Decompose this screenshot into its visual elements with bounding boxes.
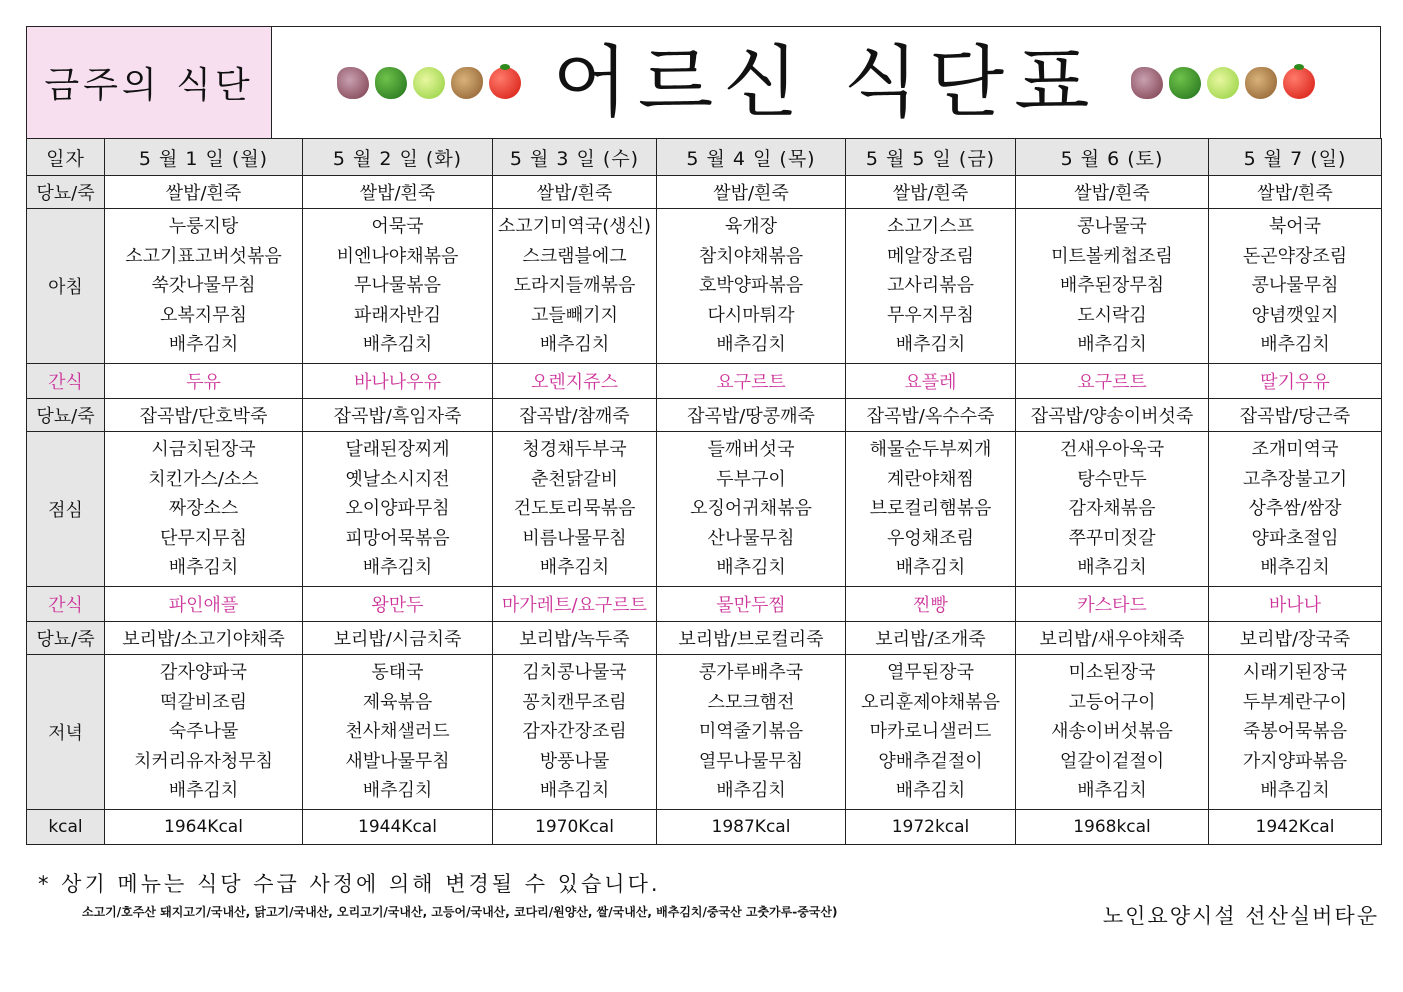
menu-item: 배추김치 [168, 334, 239, 356]
lettuce-icon [337, 67, 369, 99]
menu-item: 도라지들깨볶음 [513, 275, 636, 297]
morning-snack-row-cell: 요구르트 [657, 364, 846, 399]
afternoon-snack-row-cell: 마가레트/요구르트 [493, 587, 657, 622]
breakfast-porridge-row [27, 176, 1382, 209]
menu-item: 감자채볶음 [1068, 498, 1156, 520]
menu-item: 배추김치 [1077, 557, 1147, 579]
menu-item: 북어국 [1268, 216, 1322, 238]
kcal-row-cell: 1964Kcal [105, 810, 303, 845]
dinner-row-cell [846, 655, 1016, 810]
menu-item: 소고기스프 [887, 216, 974, 238]
menu-item: 고들빼기지 [531, 304, 618, 326]
lunch-porridge-row-cell: 잡곡밥/흑임자죽 [303, 399, 493, 432]
tomato-icon [1283, 67, 1315, 99]
title-area [272, 27, 1380, 138]
dinner-row-cell [105, 655, 303, 810]
menu-item: 짜장소스 [168, 498, 239, 520]
notice-text: * 상기 메뉴는 식당 수급 사정에 의해 변경될 수 있습니다. [38, 872, 661, 896]
breakfast-porridge-row-label: 당뇨/죽 [27, 176, 105, 209]
menu-item: 배추김치 [362, 334, 433, 356]
menu-item: 고사리볶음 [887, 275, 974, 297]
dinner-porridge-row-cell: 보리밥/소고기야채죽 [105, 622, 303, 655]
origin-text: 소고기/호주산 돼지고기/국내산, 닭고기/국내산, 오리고기/국내산, 고등어/국내산, 코다리/원양산, 쌀/국내산, 배추김치/중국산 고춧가루-중국산) [82, 905, 838, 919]
menu-item: 치킨가스/소스 [148, 468, 259, 490]
menu-item: 배추김치 [1260, 780, 1330, 802]
menu-item: 얼갈이겉절이 [1059, 750, 1165, 772]
menu-item: 육개장 [724, 216, 778, 238]
date-row-cell: 5 월 3 일 (수) [493, 139, 657, 176]
kcal-row-cell: 1968kcal [1016, 810, 1209, 845]
menu-item: 죽봉어묵볶음 [1242, 721, 1348, 743]
potato-icon [1245, 67, 1277, 99]
vegetable-icons-right [1131, 67, 1315, 99]
breakfast-porridge-row-cell: 쌀밥/흰죽 [1016, 176, 1209, 209]
menu-item: 해물순두부찌개 [869, 439, 992, 461]
breakfast-porridge-row-cell: 쌀밥/흰죽 [1209, 176, 1382, 209]
menu-item: 새발나물무침 [345, 750, 450, 772]
menu-item: 김치콩나물국 [522, 662, 627, 684]
menu-item: 콩나물무침 [1251, 275, 1339, 297]
menu-item: 단무지무침 [160, 527, 247, 549]
menu-item: 호박양파볶음 [698, 275, 804, 297]
morning-snack-row-cell: 요플레 [846, 364, 1016, 399]
afternoon-snack-row-label: 간식 [27, 587, 105, 622]
date-row-cell: 5 월 6 (토) [1016, 139, 1209, 176]
menu-item: 오이양파무침 [345, 498, 450, 520]
dinner-row [27, 655, 1382, 810]
lunch-row-cell [493, 432, 657, 587]
menu-item: 어묵국 [371, 216, 424, 238]
menu-item: 청경채두부국 [522, 439, 627, 461]
menu-item: 계란야채찜 [887, 468, 974, 490]
menu-header [26, 26, 1381, 138]
lunch-porridge-row-cell: 잡곡밥/양송이버섯죽 [1016, 399, 1209, 432]
menu-item: 새송이버섯볶음 [1051, 721, 1173, 743]
menu-item: 브로컬리햄볶음 [869, 498, 992, 520]
breakfast-row-label: 아침 [27, 209, 105, 364]
menu-item: 탕수만두 [1077, 468, 1147, 490]
menu-item: 배추김치 [168, 557, 239, 579]
menu-item: 배추김치 [362, 780, 433, 802]
dinner-porridge-row-cell: 보리밥/시금치죽 [303, 622, 493, 655]
menu-item: 배추김치 [716, 557, 786, 579]
menu-item: 숙주나물 [168, 721, 239, 743]
menu-item: 시금치된장국 [151, 439, 256, 461]
lunch-porridge-row-cell: 잡곡밥/단호박죽 [105, 399, 303, 432]
menu-item: 떡갈비조림 [160, 691, 247, 713]
menu-item: 산나물무침 [707, 527, 795, 549]
lunch-porridge-row-label: 당뇨/죽 [27, 399, 105, 432]
menu-item: 감자간장조림 [522, 721, 627, 743]
menu-item: 스크램블에그 [522, 245, 627, 267]
breakfast-porridge-row-cell: 쌀밥/흰죽 [493, 176, 657, 209]
cabbage-icon [413, 67, 445, 99]
menu-item: 배추된장무침 [1059, 275, 1165, 297]
dinner-row-cell [493, 655, 657, 810]
menu-item: 건도토리묵볶음 [513, 498, 636, 520]
menu-item: 고등어구이 [1068, 691, 1156, 713]
breakfast-row-cell [1209, 209, 1382, 364]
breakfast-row [27, 209, 1382, 364]
breakfast-porridge-row-cell: 쌀밥/흰죽 [657, 176, 846, 209]
menu-item: 열무나물무침 [698, 750, 804, 772]
menu-item: 마카로니샐러드 [869, 721, 992, 743]
menu-item: 오복지무침 [160, 304, 247, 326]
lunch-row [27, 432, 1382, 587]
kcal-row-cell: 1944Kcal [303, 810, 493, 845]
menu-item: 들깨버섯국 [707, 439, 795, 461]
kcal-row-cell: 1970Kcal [493, 810, 657, 845]
menu-item: 미소된장국 [1068, 662, 1156, 684]
dinner-row-cell [303, 655, 493, 810]
breakfast-row-cell [493, 209, 657, 364]
date-row-cell: 5 월 7 (일) [1209, 139, 1382, 176]
menu-item: 배추김치 [716, 780, 786, 802]
facility-name: 노인요양시설 선산실버타운 [1102, 904, 1379, 928]
menu-item: 배추김치 [168, 780, 239, 802]
menu-item: 양파초절임 [1251, 527, 1339, 549]
date-row-cell: 5 월 1 일 (월) [105, 139, 303, 176]
dinner-porridge-row-cell: 보리밥/장국죽 [1209, 622, 1382, 655]
menu-item: 동태국 [371, 662, 424, 684]
morning-snack-row-cell: 바나나우유 [303, 364, 493, 399]
potato-icon [451, 67, 483, 99]
menu-item: 스모크햄전 [707, 691, 795, 713]
cabbage-icon [1207, 67, 1239, 99]
lunch-porridge-row-cell: 잡곡밥/땅콩깨죽 [657, 399, 846, 432]
menu-item: 파래자반김 [354, 304, 441, 326]
menu-item: 양배추겉절이 [878, 750, 983, 772]
breakfast-row-cell [846, 209, 1016, 364]
menu-item: 배추김치 [895, 557, 966, 579]
afternoon-snack-row-cell: 카스타드 [1016, 587, 1209, 622]
dinner-porridge-row-label: 당뇨/죽 [27, 622, 105, 655]
lunch-porridge-row-cell: 잡곡밥/당근죽 [1209, 399, 1382, 432]
menu-item: 배추김치 [539, 557, 610, 579]
lunch-row-cell [105, 432, 303, 587]
pepper-icon [375, 67, 407, 99]
menu-item: 배추김치 [1260, 557, 1330, 579]
menu-item: 쭈꾸미젓갈 [1068, 527, 1156, 549]
date-row-cell: 5 월 5 일 (금) [846, 139, 1016, 176]
menu-item: 배추김치 [1077, 780, 1147, 802]
menu-item: 천사채샐러드 [345, 721, 450, 743]
menu-item: 비엔나야채볶음 [336, 245, 459, 267]
kcal-row-label: kcal [27, 810, 105, 845]
lunch-row-cell [1016, 432, 1209, 587]
dinner-row-cell [1209, 655, 1382, 810]
breakfast-porridge-row-cell: 쌀밥/흰죽 [846, 176, 1016, 209]
dinner-porridge-row-cell: 보리밥/새우야채죽 [1016, 622, 1209, 655]
menu-item: 춘천닭갈비 [531, 468, 618, 490]
dinner-porridge-row-cell: 보리밥/브로컬리죽 [657, 622, 846, 655]
menu-item: 오징어귀채볶음 [690, 498, 812, 520]
morning-snack-row-cell: 요구르트 [1016, 364, 1209, 399]
menu-item: 무나물볶음 [354, 275, 441, 297]
date-row-cell: 5 월 2 일 (화) [303, 139, 493, 176]
menu-item: 배추김치 [539, 334, 610, 356]
kcal-row-cell: 1972kcal [846, 810, 1016, 845]
tomato-icon [489, 67, 521, 99]
menu-item: 돈곤약장조림 [1242, 245, 1348, 267]
lettuce-icon [1131, 67, 1163, 99]
menu-item: 미트볼케첩조림 [1051, 245, 1173, 267]
menu-item: 소고기미역국(생신) [497, 216, 652, 238]
menu-item: 배추김치 [539, 780, 610, 802]
menu-item: 배추김치 [895, 334, 966, 356]
lunch-row-cell [657, 432, 846, 587]
breakfast-porridge-row-cell: 쌀밥/흰죽 [303, 176, 493, 209]
menu-item: 소고기표고버섯볶음 [125, 245, 282, 267]
menu-item: 콩가루배추국 [698, 662, 804, 684]
pepper-icon [1169, 67, 1201, 99]
menu-item: 달래된장찌게 [345, 439, 450, 461]
lunch-row-cell [846, 432, 1016, 587]
breakfast-row-cell [105, 209, 303, 364]
menu-item: 다시마튀각 [707, 304, 795, 326]
menu-item: 시래기된장국 [1242, 662, 1348, 684]
menu-table [26, 138, 1382, 845]
breakfast-porridge-row-cell: 쌀밥/흰죽 [105, 176, 303, 209]
vegetable-icons-left [337, 67, 521, 99]
menu-item: 건새우아욱국 [1059, 439, 1165, 461]
menu-item: 우엉채조림 [887, 527, 974, 549]
date-row-label: 일자 [27, 139, 105, 176]
afternoon-snack-row-cell: 왕만두 [303, 587, 493, 622]
menu-item: 배추김치 [716, 334, 786, 356]
menu-item: 참치야채볶음 [698, 245, 804, 267]
lunch-row-cell [303, 432, 493, 587]
lunch-row-cell [1209, 432, 1382, 587]
afternoon-snack-row-cell: 물만두찜 [657, 587, 846, 622]
lunch-porridge-row [27, 399, 1382, 432]
menu-item: 조개미역국 [1251, 439, 1339, 461]
menu-item: 배추김치 [1077, 334, 1147, 356]
menu-item: 양념깻잎지 [1251, 304, 1339, 326]
menu-item: 상추쌈/쌈장 [1248, 498, 1342, 520]
menu-item: 비름나물무침 [522, 527, 627, 549]
menu-item: 고추장불고기 [1242, 468, 1348, 490]
dinner-row-cell [1016, 655, 1209, 810]
lunch-porridge-row-cell: 잡곡밥/참깨죽 [493, 399, 657, 432]
date-row-cell: 5 월 4 일 (목) [657, 139, 846, 176]
menu-item: 미역줄기볶음 [698, 721, 804, 743]
menu-item: 콩나물국 [1077, 216, 1147, 238]
afternoon-snack-row-cell: 파인애플 [105, 587, 303, 622]
menu-item: 옛날소시지전 [345, 468, 450, 490]
breakfast-row-cell [657, 209, 846, 364]
lunch-porridge-row-cell: 잡곡밥/옥수수죽 [846, 399, 1016, 432]
dinner-porridge-row-cell: 보리밥/조개죽 [846, 622, 1016, 655]
afternoon-snack-row-cell: 바나나 [1209, 587, 1382, 622]
menu-item: 무우지무침 [887, 304, 974, 326]
morning-snack-row-cell: 오렌지쥬스 [493, 364, 657, 399]
afternoon-snack-row-cell: 찐빵 [846, 587, 1016, 622]
menu-item: 꽁치캔무조림 [522, 691, 627, 713]
menu-item: 가지양파볶음 [1242, 750, 1348, 772]
menu-item: 제육볶음 [362, 691, 433, 713]
menu-item: 피망어묵볶음 [345, 527, 450, 549]
menu-item: 메알장조림 [887, 245, 974, 267]
menu-item: 방풍나물 [539, 750, 610, 772]
dinner-row-cell [657, 655, 846, 810]
date-row [27, 139, 1382, 176]
menu-item: 도시락김 [1077, 304, 1147, 326]
kcal-row-cell: 1987Kcal [657, 810, 846, 845]
menu-item: 오리훈제야채볶음 [860, 691, 1001, 713]
morning-snack-row [27, 364, 1382, 399]
kcal-row-cell: 1942Kcal [1209, 810, 1382, 845]
menu-item: 누룽지탕 [168, 216, 239, 238]
breakfast-row-cell [303, 209, 493, 364]
menu-item: 감자양파국 [160, 662, 247, 684]
breakfast-row-cell [1016, 209, 1209, 364]
menu-item: 치커리유자청무침 [133, 750, 274, 772]
morning-snack-row-label: 간식 [27, 364, 105, 399]
menu-item: 배추김치 [1260, 334, 1330, 356]
menu-item: 열무된장국 [887, 662, 974, 684]
morning-snack-row-cell: 두유 [105, 364, 303, 399]
menu-item: 두부구이 [716, 468, 786, 490]
afternoon-snack-row [27, 587, 1382, 622]
menu-item: 배추김치 [895, 780, 966, 802]
menu-sheet [26, 26, 1381, 845]
dinner-porridge-row-cell: 보리밥/녹두죽 [493, 622, 657, 655]
dinner-porridge-row [27, 622, 1382, 655]
lunch-row-label: 점심 [27, 432, 105, 587]
kcal-row [27, 810, 1382, 845]
dinner-row-label: 저녁 [27, 655, 105, 810]
menu-item: 두부계란구이 [1242, 691, 1348, 713]
menu-item: 배추김치 [362, 557, 433, 579]
page-title: 어르신 식단표 [552, 37, 1100, 128]
week-label: 금주의 식단 [27, 27, 272, 138]
menu-item: 쑥갓나물무침 [151, 275, 256, 297]
morning-snack-row-cell: 딸기우유 [1209, 364, 1382, 399]
